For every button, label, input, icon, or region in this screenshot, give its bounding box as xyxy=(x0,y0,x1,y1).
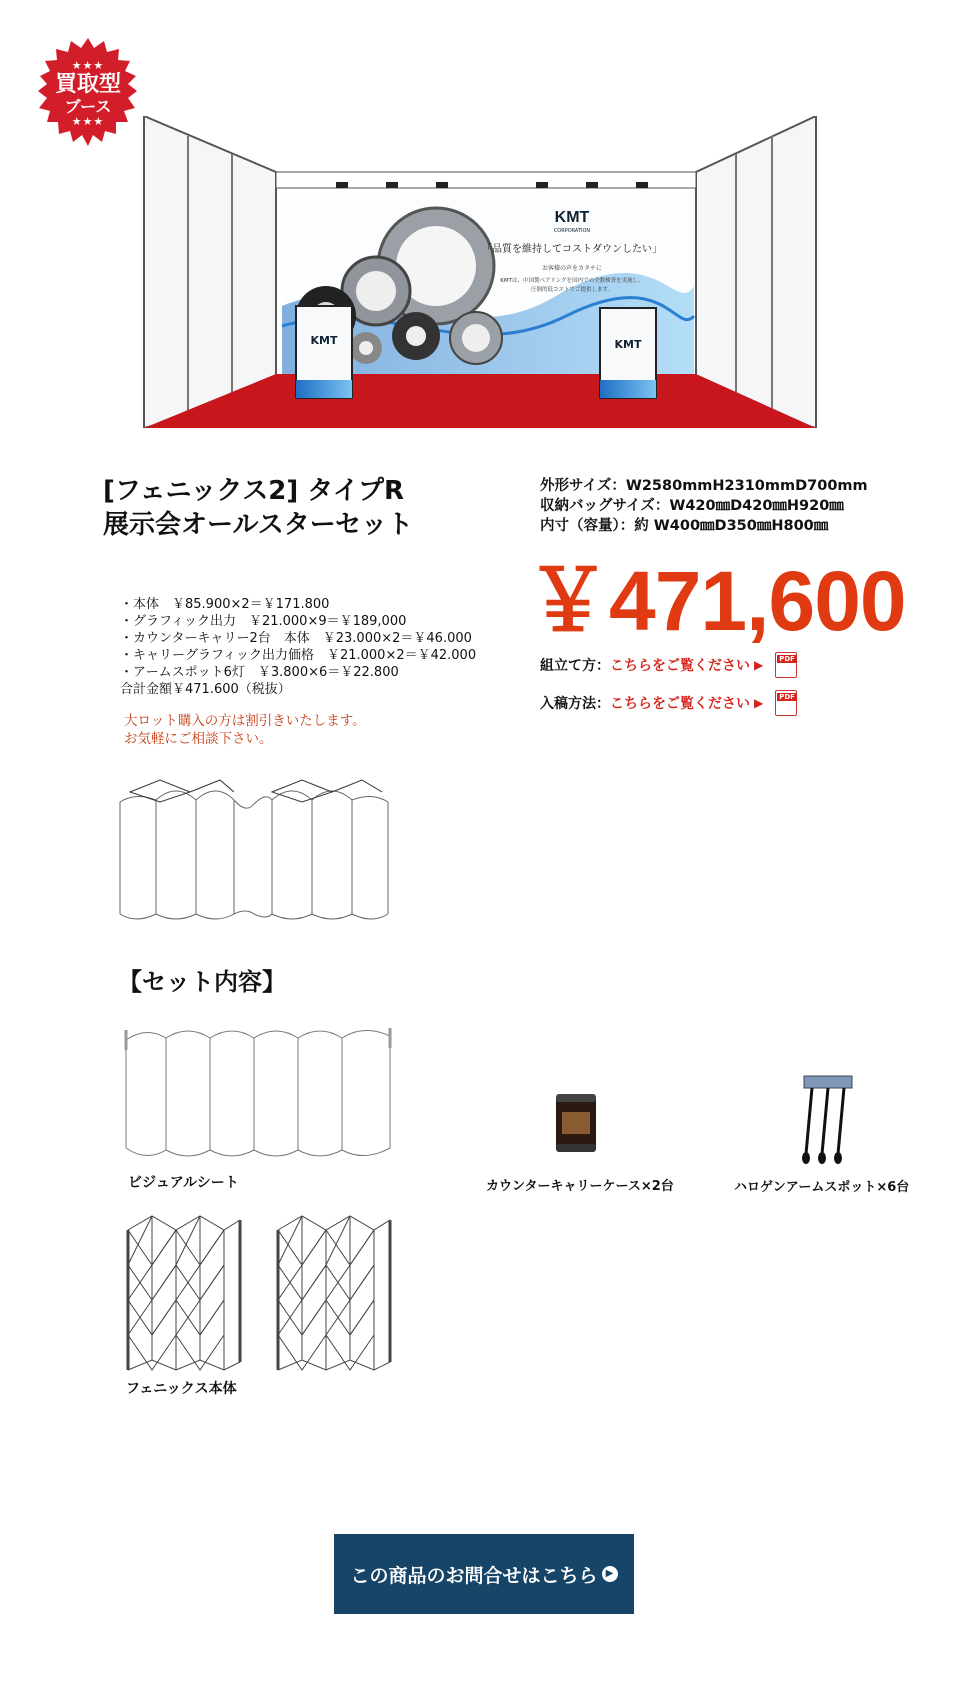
visual-sheet-image xyxy=(122,1022,394,1162)
submission-link-row xyxy=(540,690,797,716)
breakdown-line: ・アームスポット6灯 ￥3.800×6＝￥22.800 xyxy=(120,665,399,680)
product-title-line2: 展示会オールスターセット xyxy=(103,510,414,540)
contact-button[interactable] xyxy=(334,1534,634,1614)
spec-bag-size: 収納バッグサイズ：W420㎜D420㎜H920㎜ xyxy=(540,498,844,514)
submission-link[interactable]: こちらをご覧ください xyxy=(610,696,750,712)
booth-line3: 圧倒的低コストでご提供します。 xyxy=(530,287,614,293)
assembly-link-row xyxy=(540,652,797,678)
booth-line1: お客様の声をカタチに xyxy=(541,265,603,272)
frame-unit xyxy=(128,1216,240,1370)
spec-outer-size: 外形サイズ：W2580mmH2310mmD700mm xyxy=(540,478,868,494)
counter2-brand: KMT xyxy=(614,338,642,351)
spec-list xyxy=(540,476,868,536)
phoenix-body-image xyxy=(124,1210,404,1378)
assembly-label: 組立て方： xyxy=(540,658,610,674)
booth-tagline: 「品質を維持してコストダウンしたい」 xyxy=(482,244,662,255)
discount-note-line: 大ロット購入の方は割引きいたします。 xyxy=(124,713,366,729)
submission-label: 入稿方法： xyxy=(540,696,610,712)
badge-main-text: 買取型 xyxy=(54,72,121,97)
counter-case-label: カウンターキャリーケース×2台 xyxy=(486,1179,674,1194)
breakdown-line: ・本体 ￥85.900×2＝￥171.800 xyxy=(120,597,330,612)
product-title-line1: [フェニックス2] タイプR xyxy=(103,476,405,506)
breakdown-line: ・グラフィック出力 ￥21.000×9＝￥189,000 xyxy=(120,614,407,629)
badge-stars-top: ★★★ xyxy=(71,59,105,72)
assembly-link[interactable]: こちらをご覧ください xyxy=(610,658,750,674)
price: ￥471,600 xyxy=(526,554,906,648)
breakdown-line: ・カウンターキャリー2台 本体 ￥23.000×2＝￥46.000 xyxy=(120,631,472,646)
breakdown-total: 合計金額￥471.600（税抜） xyxy=(120,682,291,697)
badge-stars-bottom: ★★★ xyxy=(71,115,105,128)
arm-spot-image xyxy=(800,1074,856,1164)
purchase-type-badge xyxy=(30,36,146,152)
set-contents-title: 【セット内容】 xyxy=(118,968,286,996)
product-title xyxy=(103,474,413,542)
price-breakdown xyxy=(120,596,476,698)
arm-spot-label: ハロゲンアームスポット×6台 xyxy=(734,1180,910,1195)
phoenix-body-label: フェニックス本体 xyxy=(126,1381,237,1397)
frame-drawing xyxy=(116,774,392,924)
breakdown-line: ・キャリーグラフィック出力価格 ￥21.000×2＝￥42.000 xyxy=(120,648,477,663)
counter1-brand: KMT xyxy=(310,334,338,347)
triangle-right-icon: ▶ xyxy=(754,696,764,710)
discount-note xyxy=(124,712,366,748)
frame-unit xyxy=(278,1216,390,1370)
pdf-icon-text: PDF xyxy=(779,655,795,663)
booth-line2: KMTは、中国製ベアリングを国内での全数検査を実施し、 xyxy=(500,278,644,284)
pdf-icon[interactable] xyxy=(775,690,797,716)
booth-brand: KMT xyxy=(554,209,590,226)
pdf-icon-text: PDF xyxy=(779,693,795,701)
booth-brand-sub: CORPORATION xyxy=(553,228,591,234)
triangle-right-icon: ▶ xyxy=(754,658,764,672)
visual-sheet-label: ビジュアルシート xyxy=(128,1175,239,1191)
spec-inner-size: 内寸（容量）：約 W400㎜D350㎜H800㎜ xyxy=(540,518,829,534)
badge-sub-text: ブース xyxy=(64,97,112,116)
pdf-icon[interactable] xyxy=(775,652,797,678)
discount-note-line: お気軽にご相談下さい。 xyxy=(124,731,273,747)
counter-case-image xyxy=(554,1092,598,1154)
booth-image xyxy=(136,116,824,428)
contact-button-label: この商品のお問合せはこちら xyxy=(350,1564,598,1587)
circle-arrow-right-icon: ▶ xyxy=(602,1566,618,1582)
